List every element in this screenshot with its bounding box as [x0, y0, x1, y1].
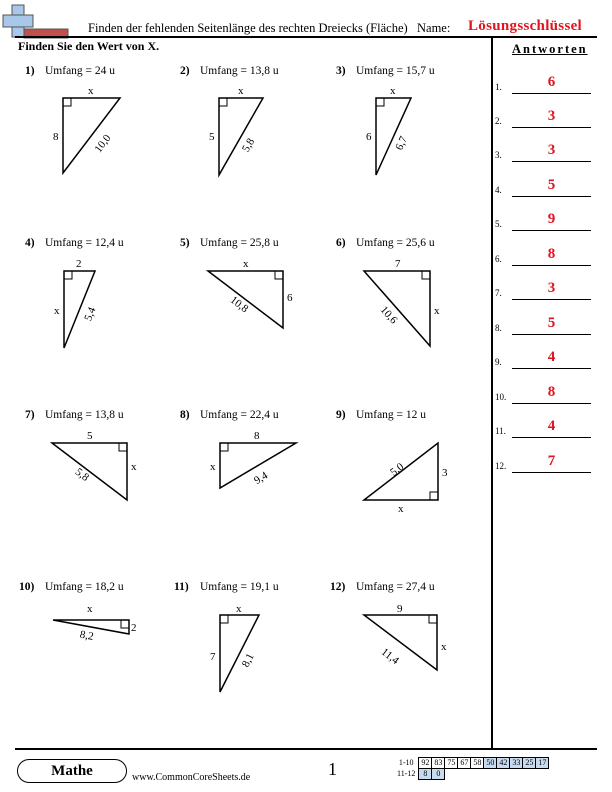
answer-value: 7 [547, 453, 556, 469]
problem-12-number: 12) [330, 581, 346, 593]
problem-11-number: 11) [174, 581, 189, 593]
triangle-6-top-label: 7 [395, 258, 401, 270]
triangle-8-left-label: x [210, 461, 216, 473]
problem-6-perimeter: Umfang = 25,6 u [356, 237, 435, 249]
answer-value: 3 [547, 108, 556, 124]
problem-9-number: 9) [336, 409, 346, 421]
triangle-7-top-label: 5 [87, 430, 93, 442]
triangle-6 [364, 271, 430, 346]
triangle-9-hyp-label: 5,0 [388, 460, 407, 479]
answer-number: 11. [495, 426, 506, 436]
answer-row [495, 418, 595, 438]
answer-value: 3 [547, 142, 556, 158]
problem-8-perimeter: Umfang = 22,4 u [200, 409, 279, 421]
problem-10-number: 10) [19, 581, 35, 593]
subject-badge: Mathe [17, 759, 127, 783]
triangle-8-hyp-label: 9,4 [252, 469, 271, 487]
triangle-12-right-label: x [441, 641, 447, 653]
triangle-7-right-label: x [131, 461, 137, 473]
answer-number: 7. [495, 288, 502, 298]
triangle-12-hyp-label: 11,4 [378, 645, 402, 667]
triangle-5-hyp-label: 10,8 [227, 293, 251, 316]
score-row-11-12 [395, 769, 549, 780]
problem-4-perimeter: Umfang = 12,4 u [45, 237, 124, 249]
answer-number: 12. [495, 461, 507, 471]
answer-value: 6 [547, 74, 556, 90]
answer-row [495, 384, 595, 404]
answer-value: 5 [547, 177, 556, 193]
answer-row [495, 246, 595, 266]
answers-heading: Antworten [512, 42, 588, 56]
footer-rule [15, 748, 597, 750]
answer-line [512, 472, 591, 473]
answer-row [495, 453, 595, 473]
problem-10-perimeter: Umfang = 18,2 u [45, 581, 124, 593]
problem-7-number: 7) [25, 409, 35, 421]
problem-5-perimeter: Umfang = 25,8 u [200, 237, 279, 249]
answer-row [495, 349, 595, 369]
triangle-9-bottom-label: x [398, 503, 404, 515]
answer-row [495, 108, 595, 128]
score-cell: 8 [419, 769, 432, 780]
answer-line [512, 93, 591, 94]
answer-value: 4 [547, 349, 556, 365]
problem-12-perimeter: Umfang = 27,4 u [356, 581, 435, 593]
triangle-11 [220, 615, 259, 692]
triangle-9-right-label: 3 [442, 467, 448, 479]
answer-line [512, 368, 591, 369]
triangle-12-top-label: 9 [397, 603, 403, 615]
answer-number: 6. [495, 254, 502, 264]
score-cell: 75 [445, 758, 458, 769]
score-cell: 42 [497, 758, 510, 769]
triangle-1-top-label: x [88, 85, 94, 97]
page-number: 1 [328, 759, 337, 779]
score-cell: 83 [432, 758, 445, 769]
triangle-5-top-label: x [243, 258, 249, 270]
triangle-3-left-label: 6 [366, 131, 372, 143]
triangle-7 [52, 443, 127, 500]
answer-line [512, 299, 591, 300]
answer-row [495, 74, 595, 94]
triangle-2-hyp-label: 5,8 [239, 136, 258, 155]
answer-key-title: Lösungsschlüssel [468, 18, 583, 34]
triangle-3 [376, 98, 411, 175]
score-cell: 17 [536, 758, 549, 769]
answer-row [495, 211, 595, 231]
score-row-label: 1-10 [398, 758, 414, 767]
triangle-4-hyp-label: 5,4 [82, 305, 99, 323]
score-table [395, 757, 549, 780]
problem-4-number: 4) [25, 237, 35, 249]
triangle-8-top-label: 8 [254, 430, 260, 442]
name-label: Name: [417, 21, 451, 35]
worksheet-title: Finden der fehlenden Seitenlänge des rechten Dreiecks (Fläche) [88, 21, 408, 35]
answer-row [495, 280, 595, 300]
instruction-text: Finden Sie den Wert von X. [18, 39, 160, 53]
answer-number: 5. [495, 219, 502, 229]
answer-line [512, 437, 591, 438]
problem-1-number: 1) [25, 65, 35, 77]
triangle-4-top-label: 2 [76, 258, 82, 270]
answer-line [512, 127, 591, 128]
triangle-5 [208, 271, 283, 328]
score-cell: 58 [471, 758, 484, 769]
triangle-11-left-label: 7 [210, 651, 216, 663]
answer-line [512, 230, 591, 231]
score-cell: 0 [432, 769, 445, 780]
problem-2-perimeter: Umfang = 13,8 u [200, 65, 279, 77]
triangle-2-top-label: x [238, 85, 244, 97]
triangle-1-hyp-label: 10,0 [92, 132, 114, 156]
score-cell: 67 [458, 758, 471, 769]
answer-value: 8 [547, 384, 556, 400]
problem-3-number: 3) [336, 65, 346, 77]
triangle-4-left-label: x [54, 305, 60, 317]
score-cell: 50 [484, 758, 497, 769]
score-cell: 25 [523, 758, 536, 769]
triangle-3-top-label: x [390, 85, 396, 97]
triangle-1-left-label: 8 [53, 131, 59, 143]
answer-number: 9. [495, 357, 502, 367]
answer-row [495, 177, 595, 197]
answer-line [512, 403, 591, 404]
answer-value: 8 [547, 246, 556, 262]
triangle-2 [219, 98, 263, 175]
answer-number: 8. [495, 323, 502, 333]
triangle-3-hyp-label: 6,7 [393, 134, 410, 153]
triangle-12 [364, 615, 437, 670]
triangle-5-right-label: 6 [287, 292, 293, 304]
triangle-1 [63, 98, 120, 173]
triangle-10-right-label: 2 [131, 622, 137, 634]
problem-1-perimeter: Umfang = 24 u [45, 65, 116, 77]
triangle-10-hyp-label: 8,2 [78, 628, 95, 643]
answer-column-divider [491, 36, 493, 748]
answer-number: 2. [495, 116, 502, 126]
problem-3-perimeter: Umfang = 15,7 u [356, 65, 435, 77]
triangle-11-hyp-label: 8,1 [239, 651, 257, 670]
problem-8-number: 8) [180, 409, 190, 421]
answer-number: 10. [495, 392, 507, 402]
score-cell: 92 [419, 758, 432, 769]
score-row-1-10 [395, 758, 549, 769]
triangle-7-hyp-label: 5,8 [72, 465, 92, 484]
score-cell: 33 [510, 758, 523, 769]
answer-number: 3. [495, 150, 502, 160]
answer-value: 4 [547, 418, 556, 434]
triangle-10-top-label: x [87, 603, 93, 615]
answer-line [512, 334, 591, 335]
answer-line [512, 161, 591, 162]
answer-number: 1. [495, 82, 502, 92]
problem-5-number: 5) [180, 237, 190, 249]
triangle-6-right-label: x [434, 305, 440, 317]
problem-2-number: 2) [180, 65, 190, 77]
triangle-11-top-label: x [236, 603, 242, 615]
problem-7-perimeter: Umfang = 13,8 u [45, 409, 124, 421]
problem-9-perimeter: Umfang = 12 u [356, 409, 427, 421]
answer-value: 9 [547, 211, 556, 227]
answer-row [495, 315, 595, 335]
triangle-6-hyp-label: 10,6 [377, 303, 400, 327]
score-row-label: 11-12 [397, 769, 416, 778]
triangle-2-left-label: 5 [209, 131, 215, 143]
answer-line [512, 265, 591, 266]
answer-number: 4. [495, 185, 502, 195]
answer-value: 5 [547, 315, 556, 331]
website-url: www.CommonCoreSheets.de [132, 772, 251, 783]
answer-value: 3 [547, 280, 556, 296]
problem-6-number: 6) [336, 237, 346, 249]
problem-11-perimeter: Umfang = 19,1 u [200, 581, 279, 593]
answer-row [495, 142, 595, 162]
answer-line [512, 196, 591, 197]
